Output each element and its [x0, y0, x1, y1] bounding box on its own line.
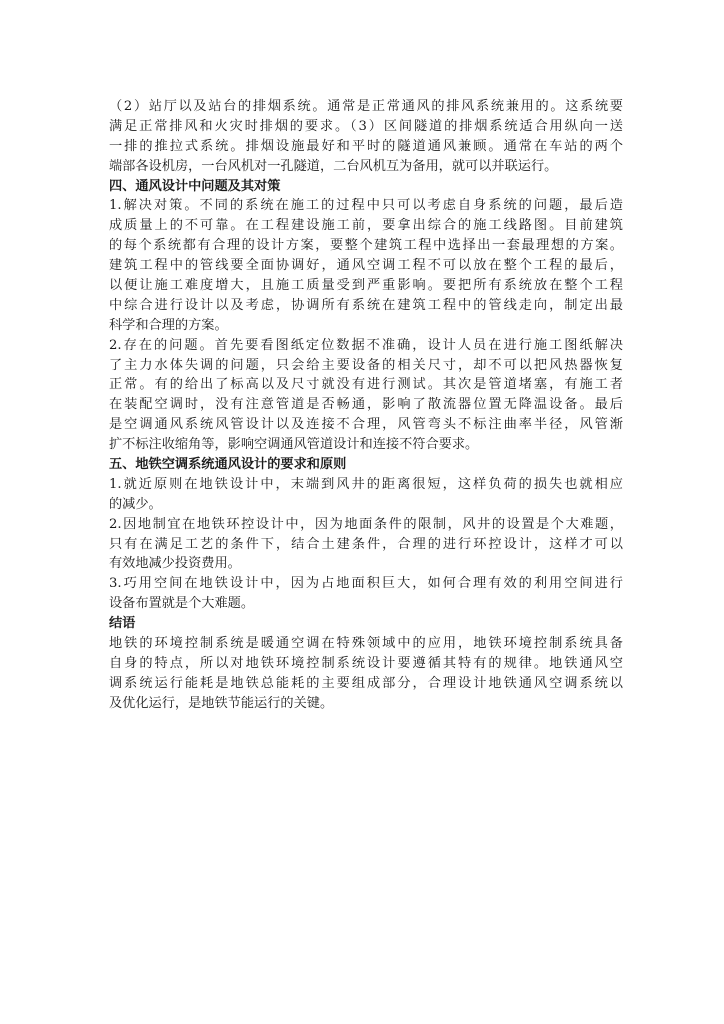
section-heading: 四、通风设计中问题及其对策: [109, 178, 281, 194]
text-line: 地铁的环境控制系统是暖通空调在特殊领域中的应用，地铁环境控制系统具备: [109, 636, 623, 652]
text-line: 1.解决对策。不同的系统在施工的过程中只可以考虑自身系统的问题，最后造: [109, 198, 623, 214]
text-line: 的减少。: [109, 496, 162, 512]
text-line: 有效地减少投资费用。: [109, 556, 241, 572]
text-line: 满足正常排风和火灾时排烟的要求。（3）区间隧道的排烟系统适合用纵向一送: [109, 118, 623, 134]
text-line: 端部各设机房，一台风机对一孔隧道，二台风机互为备用，就可以并联运行。: [109, 158, 558, 174]
text-line: 的每个系统都有合理的设计方案，要整个建筑工程中选择出一套最理想的方案。: [109, 238, 623, 254]
text-line: 及优化运行，是地铁节能运行的关键。: [109, 695, 334, 711]
document-page: [109, 97, 623, 714]
text-line: 以便让施工难度增大，且施工质量受到严重影响。要把所有系统放在整个工程: [109, 278, 623, 294]
text-line: 在装配空调时，没有注意管道是否畅通，影响了散流器位置无降温设备。最后: [109, 397, 623, 413]
text-line: 自身的特点，所以对地铁环境控制系统设计要遵循其特有的规律。地铁通风空: [109, 655, 623, 671]
text-line: 2.因地制宜在地铁环控设计中，因为地面条件的限制，风井的设置是个大难题，: [109, 516, 623, 532]
text-line: 了主力水体失调的问题，只会给主要设备的相关尺寸，却不可以把风热器恢复: [109, 357, 623, 373]
text-line: 正常。有的给出了标高以及尺寸就没有进行测试。其次是管道堵塞，有施工者: [109, 377, 623, 393]
text-line: 成质量上的不可靠。在工程建设施工前，要拿出综合的施工线路图。目前建筑: [109, 218, 623, 234]
text-line: 科学和合理的方案。: [109, 317, 228, 333]
text-line: 设备布置就是个大难题。: [109, 596, 255, 612]
text-line: 只有在满足工艺的条件下，结合土建条件，合理的进行环控设计，这样才可以: [109, 536, 623, 552]
text-line: 建筑工程中的管线要全面协调好，通风空调工程不可以放在整个工程的最后，: [109, 258, 623, 274]
section-heading: 结语: [109, 616, 136, 632]
section-heading: 五、地铁空调系统通风设计的要求和原则: [109, 457, 347, 473]
text-line: 3.巧用空间在地铁设计中，因为占地面积巨大，如何合理有效的利用空间进行: [109, 576, 623, 592]
text-line: 是空调通风系统风管设计以及连接不合理，风管弯头不标注曲率半径，风管渐: [109, 417, 623, 433]
text-line: 中综合进行设计以及考虑，协调所有系统在建筑工程中的管线走向，制定出最: [109, 297, 623, 313]
text-line: 调系统运行能耗是地铁总能耗的主要组成部分，合理设计地铁通风空调系统以: [109, 675, 623, 691]
text-line: 2.存在的问题。首先要看图纸定位数据不准确，设计人员在进行施工图纸解决: [109, 337, 623, 353]
text-line: （2）站厅以及站台的排烟系统。通常是正常通风的排风系统兼用的。这系统要: [109, 99, 623, 114]
text-line: 1.就近原则在地铁设计中，末端到风井的距离很短，这样负荷的损失也就相应: [109, 476, 623, 492]
text-line: 扩不标注收缩角等，影响空调通风管道设计和连接不符合要求。: [109, 437, 479, 453]
text-line: 一排的推拉式系统。排烟设施最好和平时的隧道通风兼顾。通常在车站的两个: [109, 138, 623, 154]
